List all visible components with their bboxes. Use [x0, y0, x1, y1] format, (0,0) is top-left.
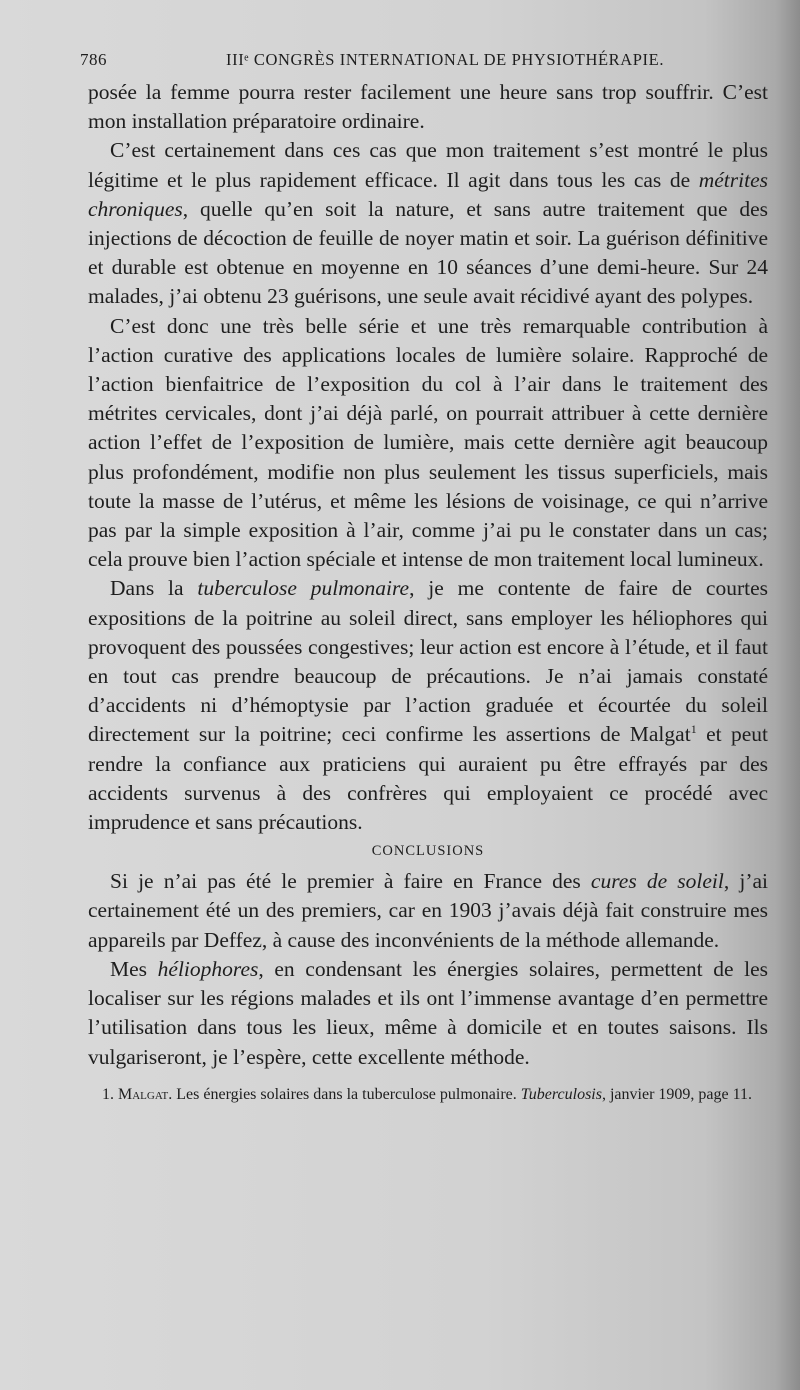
footnote-tail: , janvier 1909, page 11.	[601, 1085, 752, 1103]
paragraph: posée la femme pourra rester facilement une heure sans trop souffrir. C’est mon installation préparatoire ordinaire.	[88, 80, 768, 134]
paragraph: Dans la tuberculose pulmonaire, je me contente de faire de courtes expositions de la poitrine au soleil direct, sans employer les héliophores qui provoquent des poussées congestives; leur action est encore à l’étude, et il faut en tout cas prendre beaucoup de précautions. Je n’ai jamais constaté d’accidents ni d’hémoptysie par l’action graduée et écourtée du soleil directement sur la poitrine; ceci confirme les assertions de Malgat$^1$ et peut rendre la confiance aux praticiens qui auraient pu être effrayés par des accidents survenus à des confrères qui employaient ce procédé avec imprudence et sans précautions.	[88, 576, 768, 835]
emphasis-heliophores: héliophores	[157, 956, 259, 981]
footnote	[88, 1084, 768, 1105]
emphasis-tuberculose: tuberculose pulmonaire	[197, 576, 410, 601]
paragraph: C’est donc une très belle série et une très remarquable contribution à l’action curative des applications locales de lumière solaire. Rapproché de l’action bienfaitrice de l’exposition du col à l’air dans le traitement des métrites cervicales, dont j’ai déjà parlé, on pourrait attribuer à cette dernière action l’effet de l’exposition de lumière, mais cette dernière agit beaucoup plus profondément, modifie non plus seulement les tissus superficiels, mais toute la masse de l’utérus, et même les lésions de voisinage, ce qui n’arrive pas par la simple exposition à l’air, comme j’ai pu le constater dans un cas; cela prouve bien l’action spéciale et intense de mon traitement local lumineux.	[88, 313, 768, 572]
paragraph: C’est certainement dans ces cas que mon traitement s’est montré le plus légitime et le plus rapidement efficace. Il agit dans tous les cas de métrites chroniques, quelle qu’en soit la nature, et sans autre traitement que des injections de décoction de feuille de noyer matin et soir. La guérison définitive et durable est obtenue en moyenne en 10 séances d’une demi-heure. Sur 24 malades, j’ai obtenu 23 guérisons, une seule avait récidivé ayant des polypes.	[88, 138, 768, 309]
running-title: IIIᵉ CONGRÈS INTERNATIONAL DE PHYSIOTHÉRAPIE.	[226, 50, 665, 69]
paragraph: Si je n’ai pas été le premier à faire en France des cures de soleil, j’ai certainement été un des premiers, car en 1903 j’avais déjà fait construire mes appareils par Deffez, à cause des inconvénients de la méthode allemande.	[88, 869, 769, 952]
footnote-reference: 1	[690, 722, 697, 737]
emphasis-metrites: métrites chroniques	[88, 167, 768, 221]
footnote-text: Les énergies solaires dans la tuberculose pulmonaire.	[172, 1085, 521, 1103]
book-page	[80, 40, 769, 1105]
footnote-author: Malgat.	[118, 1085, 173, 1103]
paragraph: Mes héliophores, en condensant les énergies solaires, permettent de les localiser sur les régions malades et ils ont l’immense avantage d’en permettre l’utilisation dans tous les lieux, même à domicile et en toutes saisons. Ils vulgariseront, je l’espère, cette excellente méthode.	[88, 956, 769, 1069]
section-title: CONCLUSIONS	[371, 843, 485, 860]
running-head	[80, 40, 768, 78]
footnote-journal: Tuberculosis	[520, 1085, 602, 1103]
body-text	[88, 78, 768, 1072]
page-number: 786	[80, 50, 107, 69]
emphasis-cures: cures de soleil	[590, 869, 724, 894]
footnote-marker: 1.	[102, 1085, 114, 1103]
